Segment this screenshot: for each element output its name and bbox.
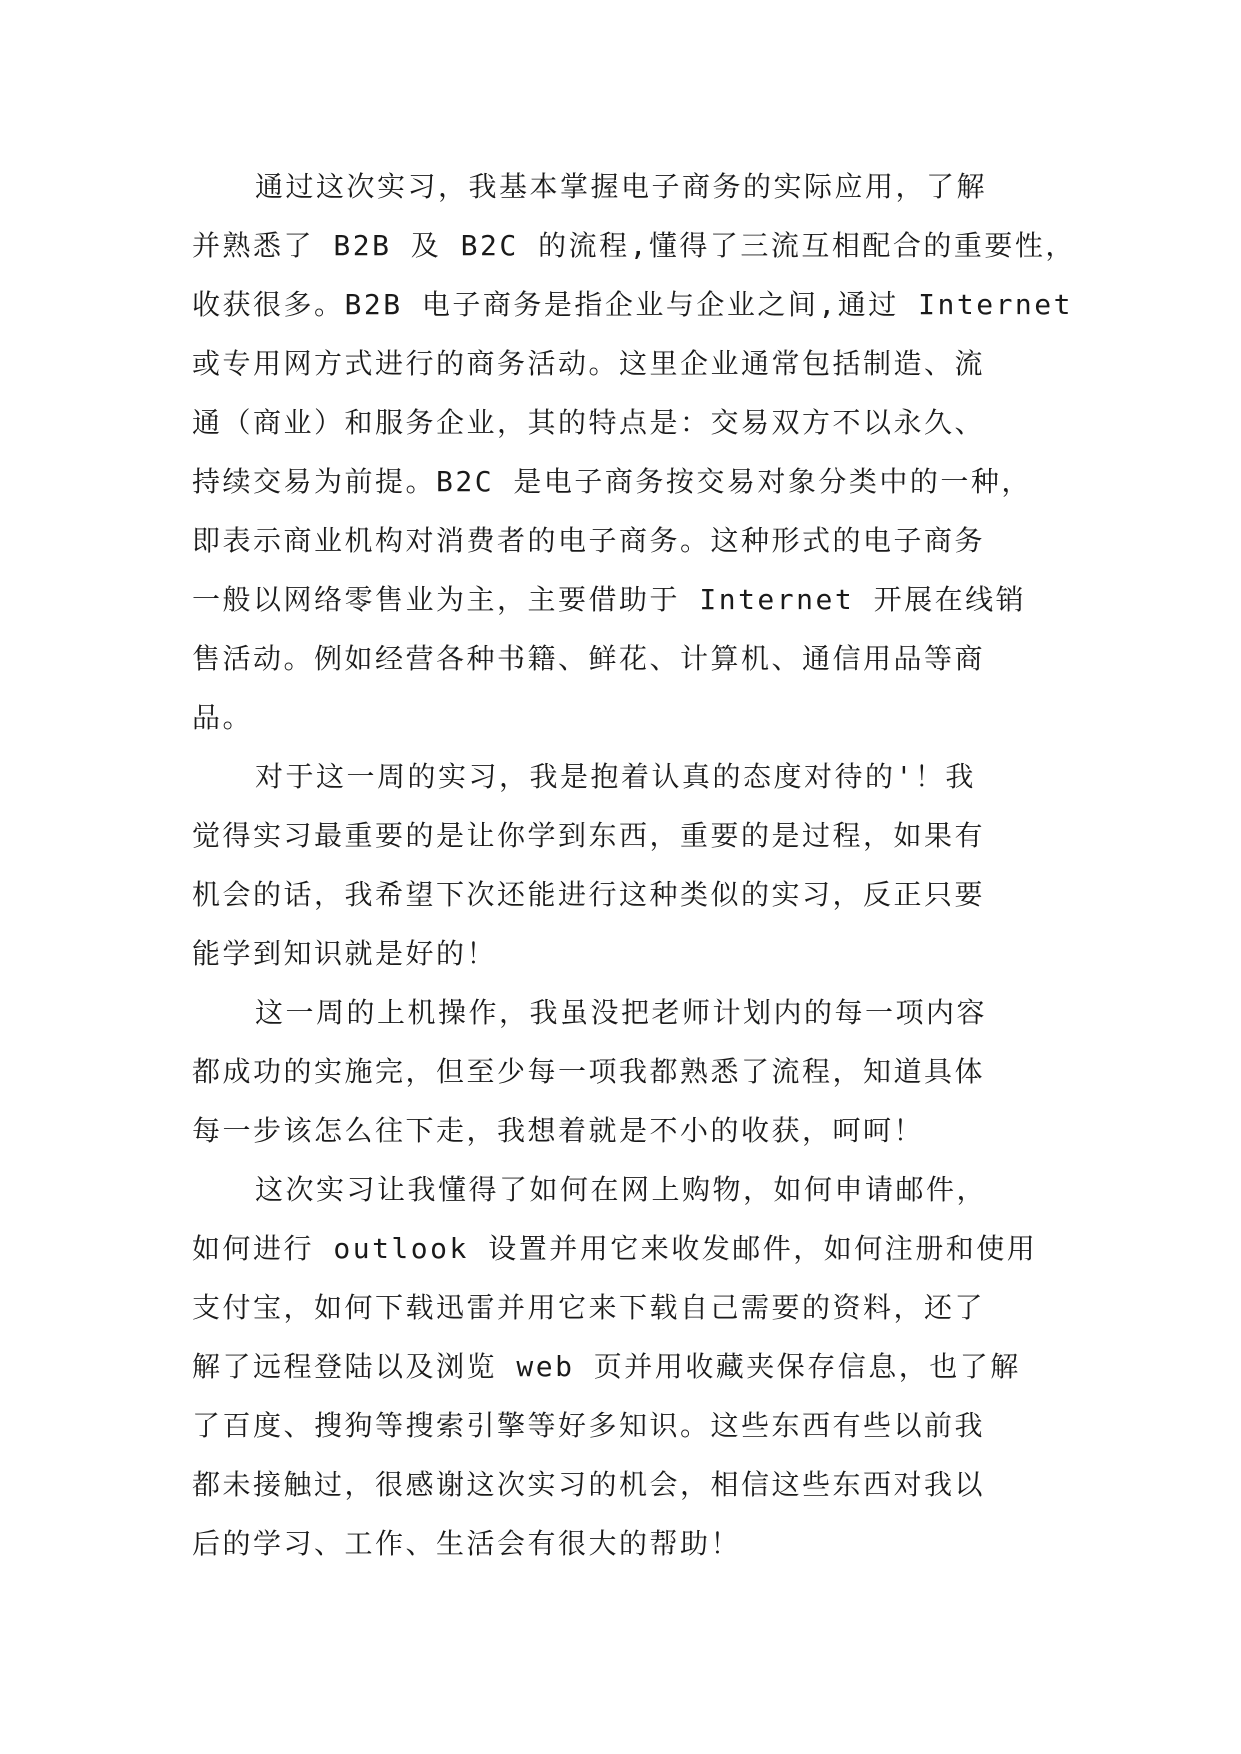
text-line: 都成功的实施完，但至少每一项我都熟悉了流程，知道具体 [192, 1055, 986, 1088]
text-line: 支付宝，如何下载迅雷并用它来下载自己需要的资料，还了 [192, 1291, 986, 1324]
paragraph-2 [192, 747, 1052, 983]
text-line: 了百度、搜狗等搜索引擎等好多知识。这些东西有些以前我 [192, 1409, 986, 1442]
text-line: 每一步该怎么往下走，我想着就是不小的收获，呵呵！ [192, 1114, 925, 1147]
text-line: 都未接触过，很感谢这次实习的机会，相信这些东西对我以 [192, 1468, 986, 1501]
text-line: 后的学习、工作、生活会有很大的帮助！ [192, 1527, 742, 1560]
paragraph-1 [192, 157, 1076, 747]
text-line: 通过这次实习，我基本掌握电子商务的实际应用，了解 [255, 170, 988, 203]
text-line: 通（商业）和服务企业，其的特点是：交易双方不以永久、 [192, 406, 986, 439]
text-line: 觉得实习最重要的是让你学到东西，重要的是过程，如果有 [192, 819, 986, 852]
text-line: 并熟悉了 B2B 及 B2C 的流程,懂得了三流互相配合的重要性， [192, 229, 1076, 262]
paragraph-3 [192, 983, 1052, 1160]
text-line: 如何进行 outlook 设置并用它来收发邮件，如何注册和使用 [192, 1232, 1038, 1265]
text-line: 持续交易为前提。B2C 是电子商务按交易对象分类中的一种， [192, 465, 1032, 498]
text-line: 机会的话，我希望下次还能进行这种类似的实习，反正只要 [192, 878, 986, 911]
text-line: 或专用网方式进行的商务活动。这里企业通常包括制造、流 [192, 347, 986, 380]
text-line: 售活动。例如经营各种书籍、鲜花、计算机、通信用品等商 [192, 642, 986, 675]
text-line: 这次实习让我懂得了如何在网上购物，如何申请邮件， [255, 1173, 988, 1206]
text-line: 即表示商业机构对消费者的电子商务。这种形式的电子商务 [192, 524, 986, 557]
document-body [192, 157, 1076, 1573]
text-line: 品。 [192, 701, 254, 734]
text-line: 这一周的上机操作，我虽没把老师计划内的每一项内容 [255, 996, 988, 1029]
text-line: 解了远程登陆以及浏览 web 页并用收藏夹保存信息，也了解 [192, 1350, 1021, 1383]
text-line: 能学到知识就是好的！ [192, 937, 498, 970]
text-line: 收获很多。B2B 电子商务是指企业与企业之间,通过 Internet [192, 288, 1074, 321]
paragraph-4 [192, 1160, 1052, 1573]
text-line: 对于这一周的实习，我是抱着认真的态度对待的'！我 [255, 760, 976, 793]
text-line: 一般以网络零售业为主，主要借助于 Internet 开展在线销 [192, 583, 1027, 616]
